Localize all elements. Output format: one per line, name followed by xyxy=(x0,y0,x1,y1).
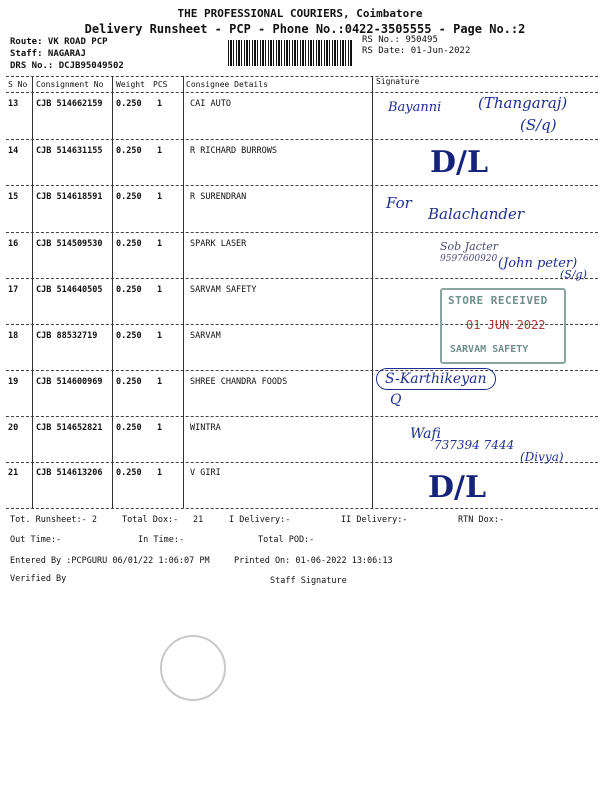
handwritten-signature: For xyxy=(386,194,412,212)
stamp-date: 01 JUN 2022 xyxy=(466,318,546,332)
col-header-signature: Signature xyxy=(376,77,420,86)
rs-date: RS Date: 01-Jun-2022 xyxy=(362,46,471,56)
column-divider xyxy=(372,76,373,508)
route-label: Route: VK ROAD PCP xyxy=(10,37,108,47)
i-delivery: I Delivery:- xyxy=(229,515,291,525)
rs-number: RS No.: 950495 xyxy=(362,35,438,45)
total-dox-label: Total Dox:- xyxy=(122,515,179,525)
row-divider xyxy=(6,185,598,186)
row-weight: 0.250 xyxy=(116,377,142,387)
row-consignment: CJB 514600969 xyxy=(36,377,103,387)
handwritten-signature: (John peter) xyxy=(498,256,578,271)
col-header-pcs: PCS xyxy=(153,80,168,89)
row-consignee: SARVAM xyxy=(190,331,221,341)
company-title: THE PROFESSIONAL COURIERS, Coimbatore xyxy=(177,7,423,20)
row-sno: 15 xyxy=(8,192,19,202)
handwritten-signature: D/L xyxy=(428,470,487,505)
row-consignee: R RICHARD BURROWS xyxy=(190,146,277,156)
row-weight: 0.250 xyxy=(116,192,142,202)
row-pcs: 1 xyxy=(157,146,163,156)
row-pcs: 1 xyxy=(157,468,163,478)
ii-delivery: II Delivery:- xyxy=(341,515,408,525)
row-sno: 17 xyxy=(8,285,19,295)
total-runsheet: Tot. Runsheet:- 2 xyxy=(10,515,97,525)
row-sno: 13 xyxy=(8,99,19,109)
faint-seal xyxy=(160,635,226,701)
verified-by: Verified By xyxy=(10,574,67,584)
row-consignment: CJB 514631155 xyxy=(36,146,103,156)
row-consignee: WINTRA xyxy=(190,423,221,433)
column-divider xyxy=(112,76,113,508)
barcode-image xyxy=(228,40,353,66)
column-divider xyxy=(183,76,184,508)
handwritten-signature: Q xyxy=(390,392,402,408)
row-weight: 0.250 xyxy=(116,285,142,295)
row-sno: 21 xyxy=(8,468,19,478)
row-sno: 19 xyxy=(8,377,19,387)
row-weight: 0.250 xyxy=(116,468,142,478)
row-pcs: 1 xyxy=(157,192,163,202)
staff-signature: Staff Signature xyxy=(270,576,347,586)
row-consignment: CJB 514618591 xyxy=(36,192,103,202)
handwritten-signature: 9597600920 xyxy=(440,254,498,264)
rtn-dox: RTN Dox:- xyxy=(458,515,505,525)
row-divider xyxy=(6,370,598,371)
col-header-consignment: Consignment No xyxy=(36,80,104,89)
runsheet-subtitle: Delivery Runsheet - PCP - Phone No.:0422-3505555 - Page No.:2 xyxy=(84,22,526,36)
store-received-stamp xyxy=(440,288,566,364)
table-top-rule xyxy=(6,76,598,77)
row-consignee: V GIRI xyxy=(190,468,221,478)
row-weight: 0.250 xyxy=(116,239,142,249)
handwritten-signature: Sob Jacter xyxy=(440,240,499,253)
row-consignee: R SURENDRAN xyxy=(190,192,247,202)
row-consignee: SHREE CHANDRA FOODS xyxy=(190,377,288,387)
handwritten-signature: (Thangaraj) xyxy=(478,94,568,112)
out-time: Out Time:- xyxy=(10,535,62,545)
row-sno: 16 xyxy=(8,239,19,249)
row-sno: 20 xyxy=(8,423,19,433)
column-divider xyxy=(32,76,33,508)
row-weight: 0.250 xyxy=(116,99,142,109)
row-pcs: 1 xyxy=(157,423,163,433)
handwritten-signature: 737394 7444 xyxy=(434,438,515,452)
handwritten-signature: (S/q) xyxy=(520,116,557,134)
row-divider xyxy=(6,232,598,233)
stamp-company: SARVAM SAFETY xyxy=(450,344,529,355)
row-pcs: 1 xyxy=(157,99,163,109)
row-consignee: SARVAM SAFETY xyxy=(190,285,257,295)
handwritten-signature: D/L xyxy=(430,145,489,180)
entered-by: Entered By :PCPGURU 06/01/22 1:06:07 PM xyxy=(10,556,210,566)
row-consignment: CJB 514640505 xyxy=(36,285,103,295)
row-sno: 14 xyxy=(8,146,19,156)
row-consignment: CJB 514613206 xyxy=(36,468,103,478)
row-consignment: CJB 514509530 xyxy=(36,239,103,249)
col-header-weight: Weight xyxy=(116,80,145,89)
handwritten-signature: S-Karthikeyan xyxy=(376,368,496,390)
col-header-sno: S No xyxy=(8,80,28,89)
staff-label: Staff: NAGARAJ xyxy=(10,49,86,59)
row-weight: 0.250 xyxy=(116,423,142,433)
handwritten-signature: (S/g) xyxy=(560,268,587,281)
row-divider xyxy=(6,462,598,463)
row-weight: 0.250 xyxy=(116,146,142,156)
row-divider xyxy=(6,278,598,279)
row-consignment: CJB 88532719 xyxy=(36,331,98,341)
col-header-consignee: Consignee Details xyxy=(186,80,268,89)
handwritten-signature: Bayanni xyxy=(388,100,442,115)
row-consignment: CJB 514662159 xyxy=(36,99,103,109)
row-pcs: 1 xyxy=(157,239,163,249)
total-pod: Total POD:- xyxy=(258,535,315,545)
in-time: In Time:- xyxy=(138,535,185,545)
handwritten-signature: Wafi xyxy=(410,426,441,442)
stamp-title: STORE RECEIVED xyxy=(448,294,548,307)
table-header-rule xyxy=(6,92,598,93)
row-pcs: 1 xyxy=(157,331,163,341)
row-consignee: SPARK LASER xyxy=(190,239,247,249)
handwritten-signature: (Divya) xyxy=(520,450,564,464)
row-divider xyxy=(6,139,598,140)
row-pcs: 1 xyxy=(157,377,163,387)
row-divider xyxy=(6,416,598,417)
row-consignment: CJB 514652821 xyxy=(36,423,103,433)
row-weight: 0.250 xyxy=(116,331,142,341)
row-pcs: 1 xyxy=(157,285,163,295)
table-bottom-rule xyxy=(6,508,598,509)
row-consignee: CAI AUTO xyxy=(190,99,231,109)
total-dox-value: 21 xyxy=(193,515,204,525)
drs-number: DRS No.: DCJB95049502 xyxy=(10,61,124,71)
row-sno: 18 xyxy=(8,331,19,341)
printed-on: Printed On: 01-06-2022 13:06:13 xyxy=(234,556,393,566)
handwritten-signature: Balachander xyxy=(428,205,525,223)
